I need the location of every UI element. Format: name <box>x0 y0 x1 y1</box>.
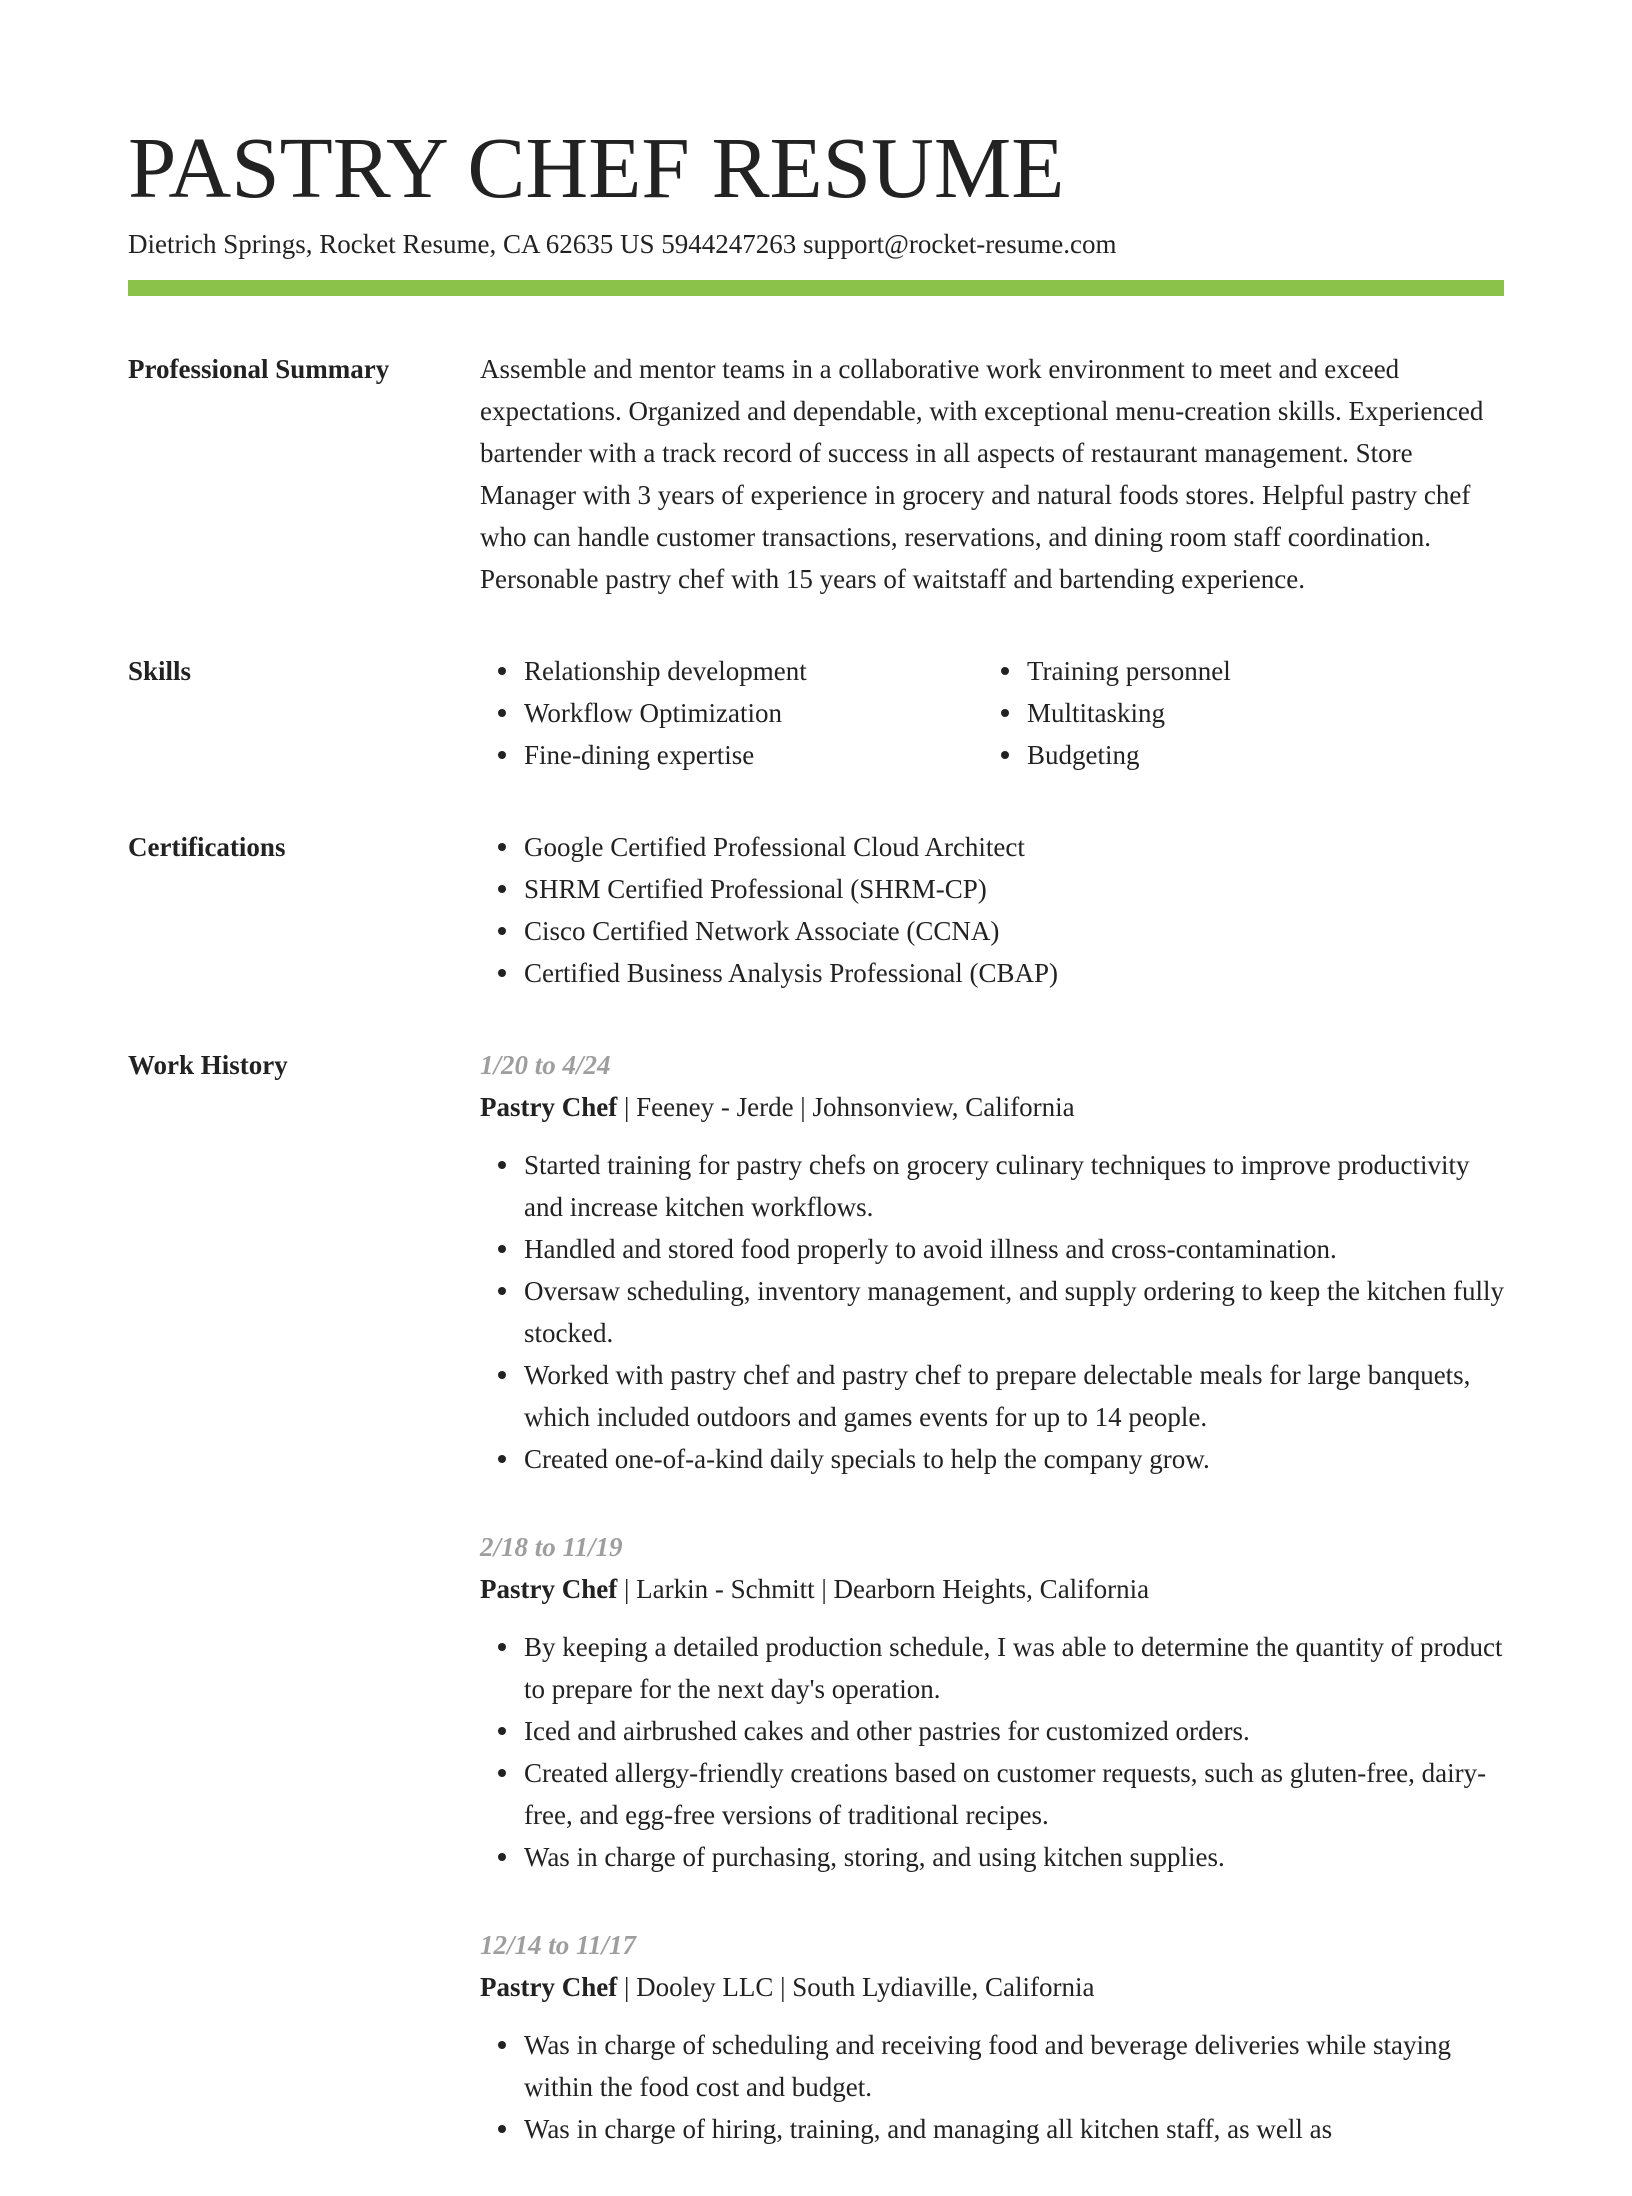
skills-section <box>128 650 1504 776</box>
job-dates: 1/20 to 4/24 <box>480 1050 611 1080</box>
job-role: Pastry Chef <box>480 1574 618 1604</box>
certification-item: SHRM Certified Professional (SHRM-CP) <box>524 868 1504 910</box>
summary-text: Assemble and mentor teams in a collaborative work environment to meet and exceed expectations. Organized and dependable, with exceptional menu-creation skills. Experienced bartender with a track record of success in all aspects of restaurant management. Store Manager with 3 years of experience in grocery and natural foods stores. Helpful pastry chef who can handle customer transactions, reservations, and dining room staff coordination. Personable pastry chef with 15 years of waitstaff and bartending experience. <box>480 354 1484 594</box>
job-entry <box>480 1526 1504 1878</box>
section-label-certifications: Certifications <box>128 832 286 862</box>
job-bullet: By keeping a detailed production schedule, I was able to determine the quantity of product to prepare for the next day's operation. <box>524 1626 1504 1710</box>
accent-divider <box>128 280 1504 296</box>
job-dates: 12/14 to 11/17 <box>480 1930 637 1960</box>
skills-list-left <box>480 650 983 776</box>
job-title-line <box>480 1086 1504 1128</box>
job-details: | Larkin - Schmitt | Dearborn Heights, California <box>617 1574 1150 1604</box>
skill-item: Training personnel <box>1027 650 1486 692</box>
job-bullet: Handled and stored food properly to avoid illness and cross-contamination. <box>524 1228 1504 1270</box>
job-details: | Feeney - Jerde | Johnsonview, California <box>617 1092 1075 1122</box>
job-bullet: Was in charge of scheduling and receiving food and beverage deliveries while staying within the food cost and budget. <box>524 2024 1504 2108</box>
job-entry <box>480 1044 1504 1480</box>
certifications-section <box>128 826 1504 994</box>
job-bullet: Created allergy-friendly creations based on customer requests, such as gluten-free, dairy-free, and egg-free versions of traditional recipes. <box>524 1752 1504 1836</box>
job-bullet: Was in charge of hiring, training, and managing all kitchen staff, as well as <box>524 2108 1504 2150</box>
job-bullets <box>480 1626 1504 1878</box>
contact-line: Dietrich Springs, Rocket Resume, CA 62635 US 5944247263 support@rocket-resume.com <box>128 229 1117 259</box>
section-label-summary: Professional Summary <box>128 354 390 384</box>
job-title-line <box>480 1568 1504 1610</box>
job-bullet: Started training for pastry chefs on grocery culinary techniques to improve productivity and increase kitchen workflows. <box>524 1144 1504 1228</box>
job-bullets <box>480 1144 1504 1480</box>
job-dates: 2/18 to 11/19 <box>480 1532 623 1562</box>
summary-section <box>128 348 1504 600</box>
job-bullets <box>480 2024 1504 2150</box>
job-role: Pastry Chef <box>480 1972 618 2002</box>
certifications-list <box>480 826 1504 994</box>
certification-item: Cisco Certified Network Associate (CCNA) <box>524 910 1504 952</box>
skill-item: Multitasking <box>1027 692 1486 734</box>
certification-item: Certified Business Analysis Professional (CBAP) <box>524 952 1504 994</box>
section-label-work-history: Work History <box>128 1050 288 1080</box>
job-bullet: Was in charge of purchasing, storing, and using kitchen supplies. <box>524 1836 1504 1878</box>
job-title-line <box>480 1966 1504 2008</box>
page-title: PASTRY CHEF RESUME <box>128 119 1065 216</box>
skill-item: Workflow Optimization <box>524 692 983 734</box>
certification-item: Google Certified Professional Cloud Architect <box>524 826 1504 868</box>
job-bullet: Iced and airbrushed cakes and other pastries for customized orders. <box>524 1710 1504 1752</box>
skill-item: Budgeting <box>1027 734 1486 776</box>
resume-page <box>128 118 1504 2196</box>
section-label-skills: Skills <box>128 656 192 686</box>
skills-list-right <box>983 650 1486 776</box>
job-bullet: Oversaw scheduling, inventory management, and supply ordering to keep the kitchen fully stocked. <box>524 1270 1504 1354</box>
job-entry <box>480 1924 1504 2150</box>
job-role: Pastry Chef <box>480 1092 618 1122</box>
job-bullet: Worked with pastry chef and pastry chef to prepare delectable meals for large banquets, which included outdoors and games events for up to 14 people. <box>524 1354 1504 1438</box>
skill-item: Fine-dining expertise <box>524 734 983 776</box>
work-history-section <box>128 1044 1504 2196</box>
skill-item: Relationship development <box>524 650 983 692</box>
job-details: | Dooley LLC | South Lydiaville, California <box>617 1972 1095 2002</box>
job-bullet: Created one-of-a-kind daily specials to help the company grow. <box>524 1438 1504 1480</box>
